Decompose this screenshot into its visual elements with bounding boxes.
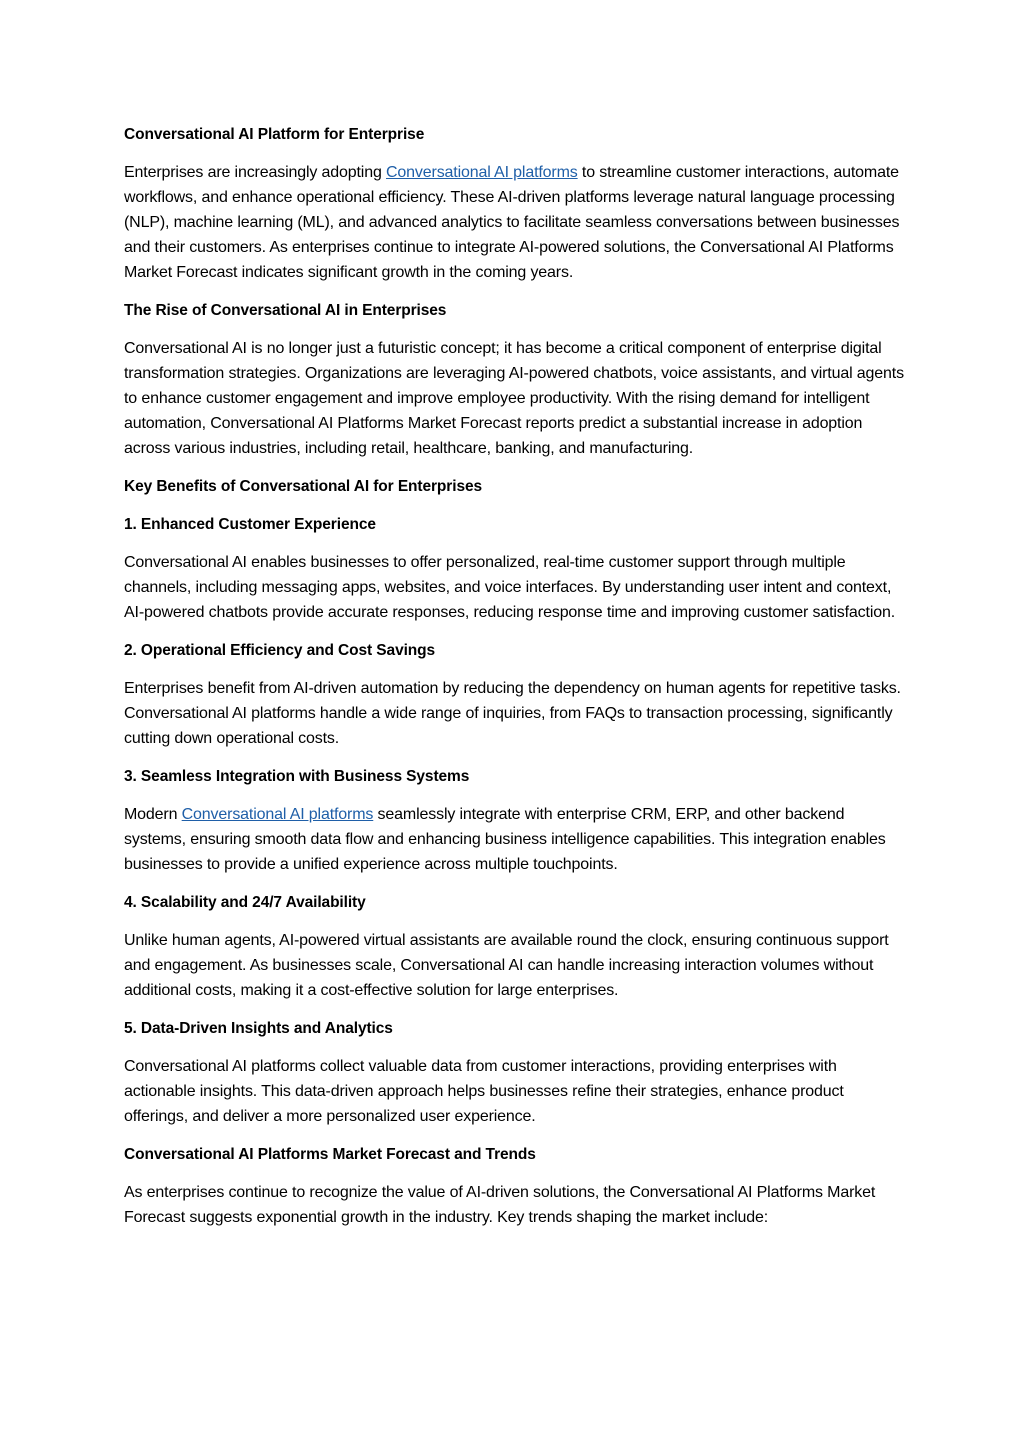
document-title: Conversational AI Platform for Enterprise: [124, 126, 425, 143]
benefit-2-heading: 2. Operational Efficiency and Cost Savings: [124, 642, 436, 659]
benefit-1-paragraph: Conversational AI enables businesses to offer personalized, real-time customer support through multiple channels, including messaging apps, websites, and voice interfaces. By understanding user intent and context, AI-powered chatbots provide accurate responses, reducing response time and improving customer satisfaction.: [124, 554, 896, 621]
intro-paragraph: [124, 160, 904, 285]
forecast-heading: Conversational AI Platforms Market Forecast and Trends: [124, 1146, 536, 1163]
intro-text-after: to streamline customer interactions, automate workflows, and enhance operational efficiency. These AI-driven platforms leverage natural language processing (NLP), machine learning (ML), and advanced analytics to facilitate seamless conversations between businesses and their customers. As enterprises continue to integrate AI-powered solutions, the Conversational AI Platforms Market Forecast indicates significant growth in the coming years.: [124, 164, 900, 281]
intro-text-before: Enterprises are increasingly adopting: [124, 164, 387, 181]
benefit-5-heading: 5. Data-Driven Insights and Analytics: [124, 1020, 393, 1037]
benefit-2-paragraph: Enterprises benefit from AI-driven automation by reducing the dependency on human agents for repetitive tasks. Conversational AI platforms handle a wide range of inquiries, from FAQs to transaction processing, significantly cutting down operational costs.: [124, 680, 901, 747]
conversational-ai-platforms-link[interactable]: Conversational AI platforms: [386, 164, 578, 181]
benefit-4-paragraph: Unlike human agents, AI-powered virtual assistants are available round the clock, ensuring continuous support and engagement. As businesses scale, Conversational AI can handle increasing interaction volumes without additional costs, making it a cost-effective solution for large enterprises.: [124, 932, 889, 999]
benefit-3-text-after: seamlessly integrate with enterprise CRM, ERP, and other backend systems, ensuring smooth data flow and enhancing business intelligence capabilities. This integration enables businesses to provide a unified experience across multiple touchpoints.: [124, 806, 886, 873]
benefits-heading: Key Benefits of Conversational AI for Enterprises: [124, 478, 483, 495]
benefit-3-paragraph: [124, 802, 904, 877]
benefit-1-heading: 1. Enhanced Customer Experience: [124, 516, 376, 533]
document-page: [124, 122, 904, 1243]
forecast-paragraph: As enterprises continue to recognize the value of AI-driven solutions, the Conversational AI Platforms Market Forecast suggests exponential growth in the industry. Key trends shaping the market include:: [124, 1184, 876, 1226]
rise-heading: The Rise of Conversational AI in Enterprises: [124, 302, 447, 319]
conversational-ai-platforms-link-2[interactable]: Conversational AI platforms: [181, 806, 374, 823]
benefit-3-text-before: Modern: [124, 806, 182, 823]
benefit-4-heading: 4. Scalability and 24/7 Availability: [124, 894, 366, 911]
benefit-3-heading: 3. Seamless Integration with Business Systems: [124, 768, 470, 785]
rise-paragraph: Conversational AI is no longer just a futuristic concept; it has become a critical component of enterprise digital transformation strategies. Organizations are leveraging AI-powered chatbots, voice assistants, and virtual agents to enhance customer engagement and improve employee productivity. With the rising demand for intelligent automation, Conversational AI Platforms Market Forecast reports predict a substantial increase in adoption across various industries, including retail, healthcare, banking, and manufacturing.: [124, 340, 904, 457]
benefit-5-paragraph: Conversational AI platforms collect valuable data from customer interactions, providing enterprises with actionable insights. This data-driven approach helps businesses refine their strategies, enhance product offerings, and deliver a more personalized user experience.: [124, 1058, 844, 1125]
